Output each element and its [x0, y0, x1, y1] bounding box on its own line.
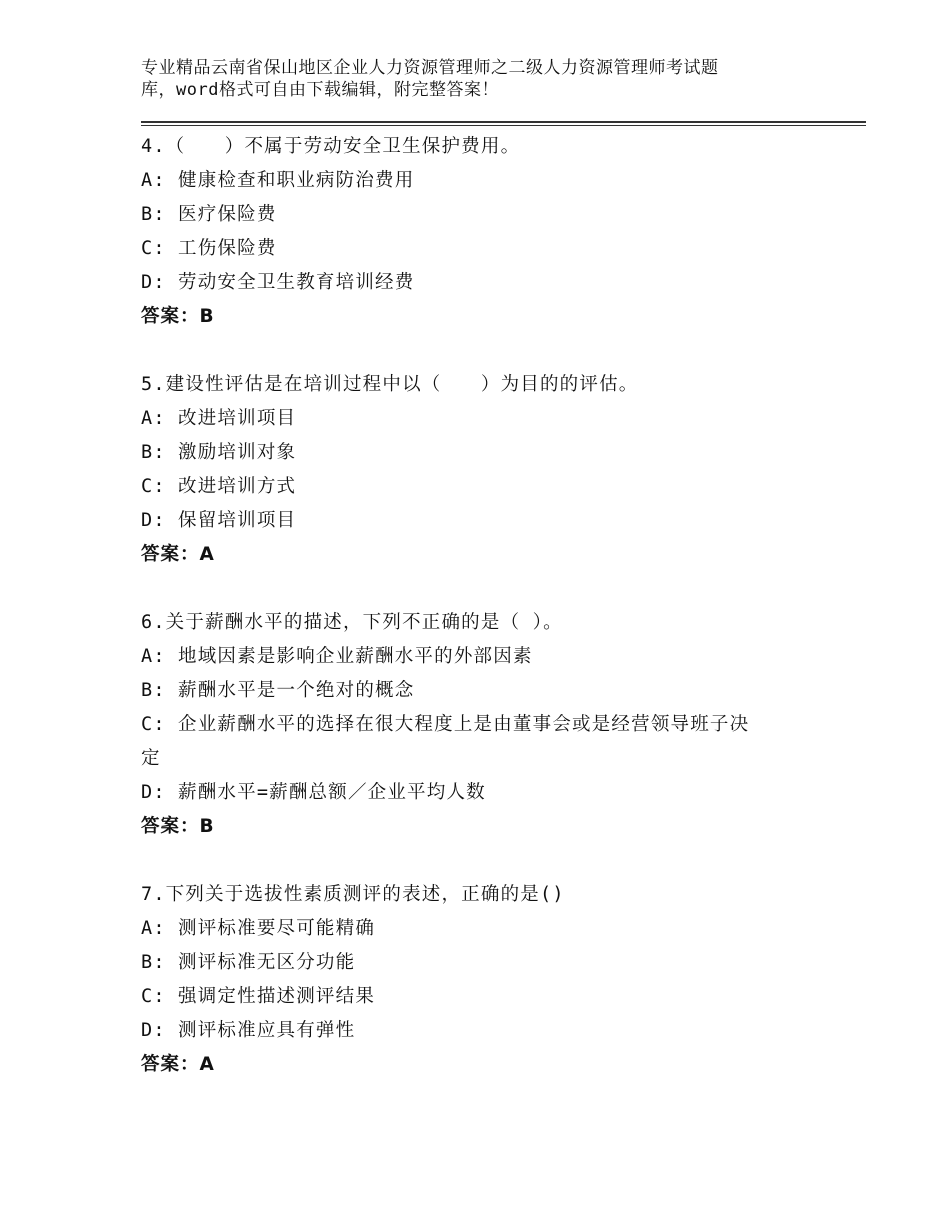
option-a: A: 改进培训项目 [141, 408, 297, 429]
option-b: B: 激励培训对象 [141, 442, 297, 463]
option-b: B: 医疗保险费 [141, 204, 277, 225]
option-d: D: 薪酬水平=薪酬总额／企业平均人数 [141, 782, 486, 803]
answer-label: 答案：A [141, 1054, 215, 1075]
option-c: C: 强调定性描述测评结果 [141, 986, 376, 1007]
answer-label: 答案：B [141, 816, 215, 837]
option-c: C: 工伤保险费 [141, 238, 277, 259]
answer-label: 答案：A [141, 544, 215, 565]
question-4 [141, 130, 821, 334]
option-c-continued: 定 [141, 748, 161, 769]
question-list [141, 130, 821, 1116]
question-7 [141, 878, 821, 1082]
option-d: D: 保留培训项目 [141, 510, 297, 531]
question-stem: 7.下列关于选拔性素质测评的表述，正确的是() [141, 884, 565, 905]
option-d: D: 测评标准应具有弹性 [141, 1020, 356, 1041]
option-d: D: 劳动安全卫生教育培训经费 [141, 272, 415, 293]
question-5 [141, 368, 821, 572]
header-line-1: 专业精品云南省保山地区企业人力资源管理师之二级人力资源管理师考试题 [141, 58, 719, 78]
question-stem: 4.（ ）不属于劳动安全卫生保护费用。 [141, 136, 521, 157]
option-c: C: 改进培训方式 [141, 476, 297, 497]
option-b: B: 薪酬水平是一个绝对的概念 [141, 680, 415, 701]
option-a: A: 测评标准要尽可能精确 [141, 918, 376, 939]
answer-label: 答案：B [141, 306, 215, 327]
header-divider-thin [141, 125, 866, 126]
option-b: B: 测评标准无区分功能 [141, 952, 356, 973]
option-a: A: 健康检查和职业病防治费用 [141, 170, 415, 191]
question-stem: 5.建设性评估是在培训过程中以（ ）为目的的评估。 [141, 374, 639, 395]
document-header [141, 57, 841, 101]
option-a: A: 地域因素是影响企业薪酬水平的外部因素 [141, 646, 533, 667]
header-divider-thick [141, 121, 866, 123]
header-line-2: 库，word格式可自由下载编辑，附完整答案！ [141, 80, 499, 100]
question-6 [141, 606, 821, 844]
option-c: C: 企业薪酬水平的选择在很大程度上是由董事会或是经营领导班子决 [141, 714, 750, 735]
question-stem: 6.关于薪酬水平的描述，下列不正确的是（ ）。 [141, 612, 563, 633]
